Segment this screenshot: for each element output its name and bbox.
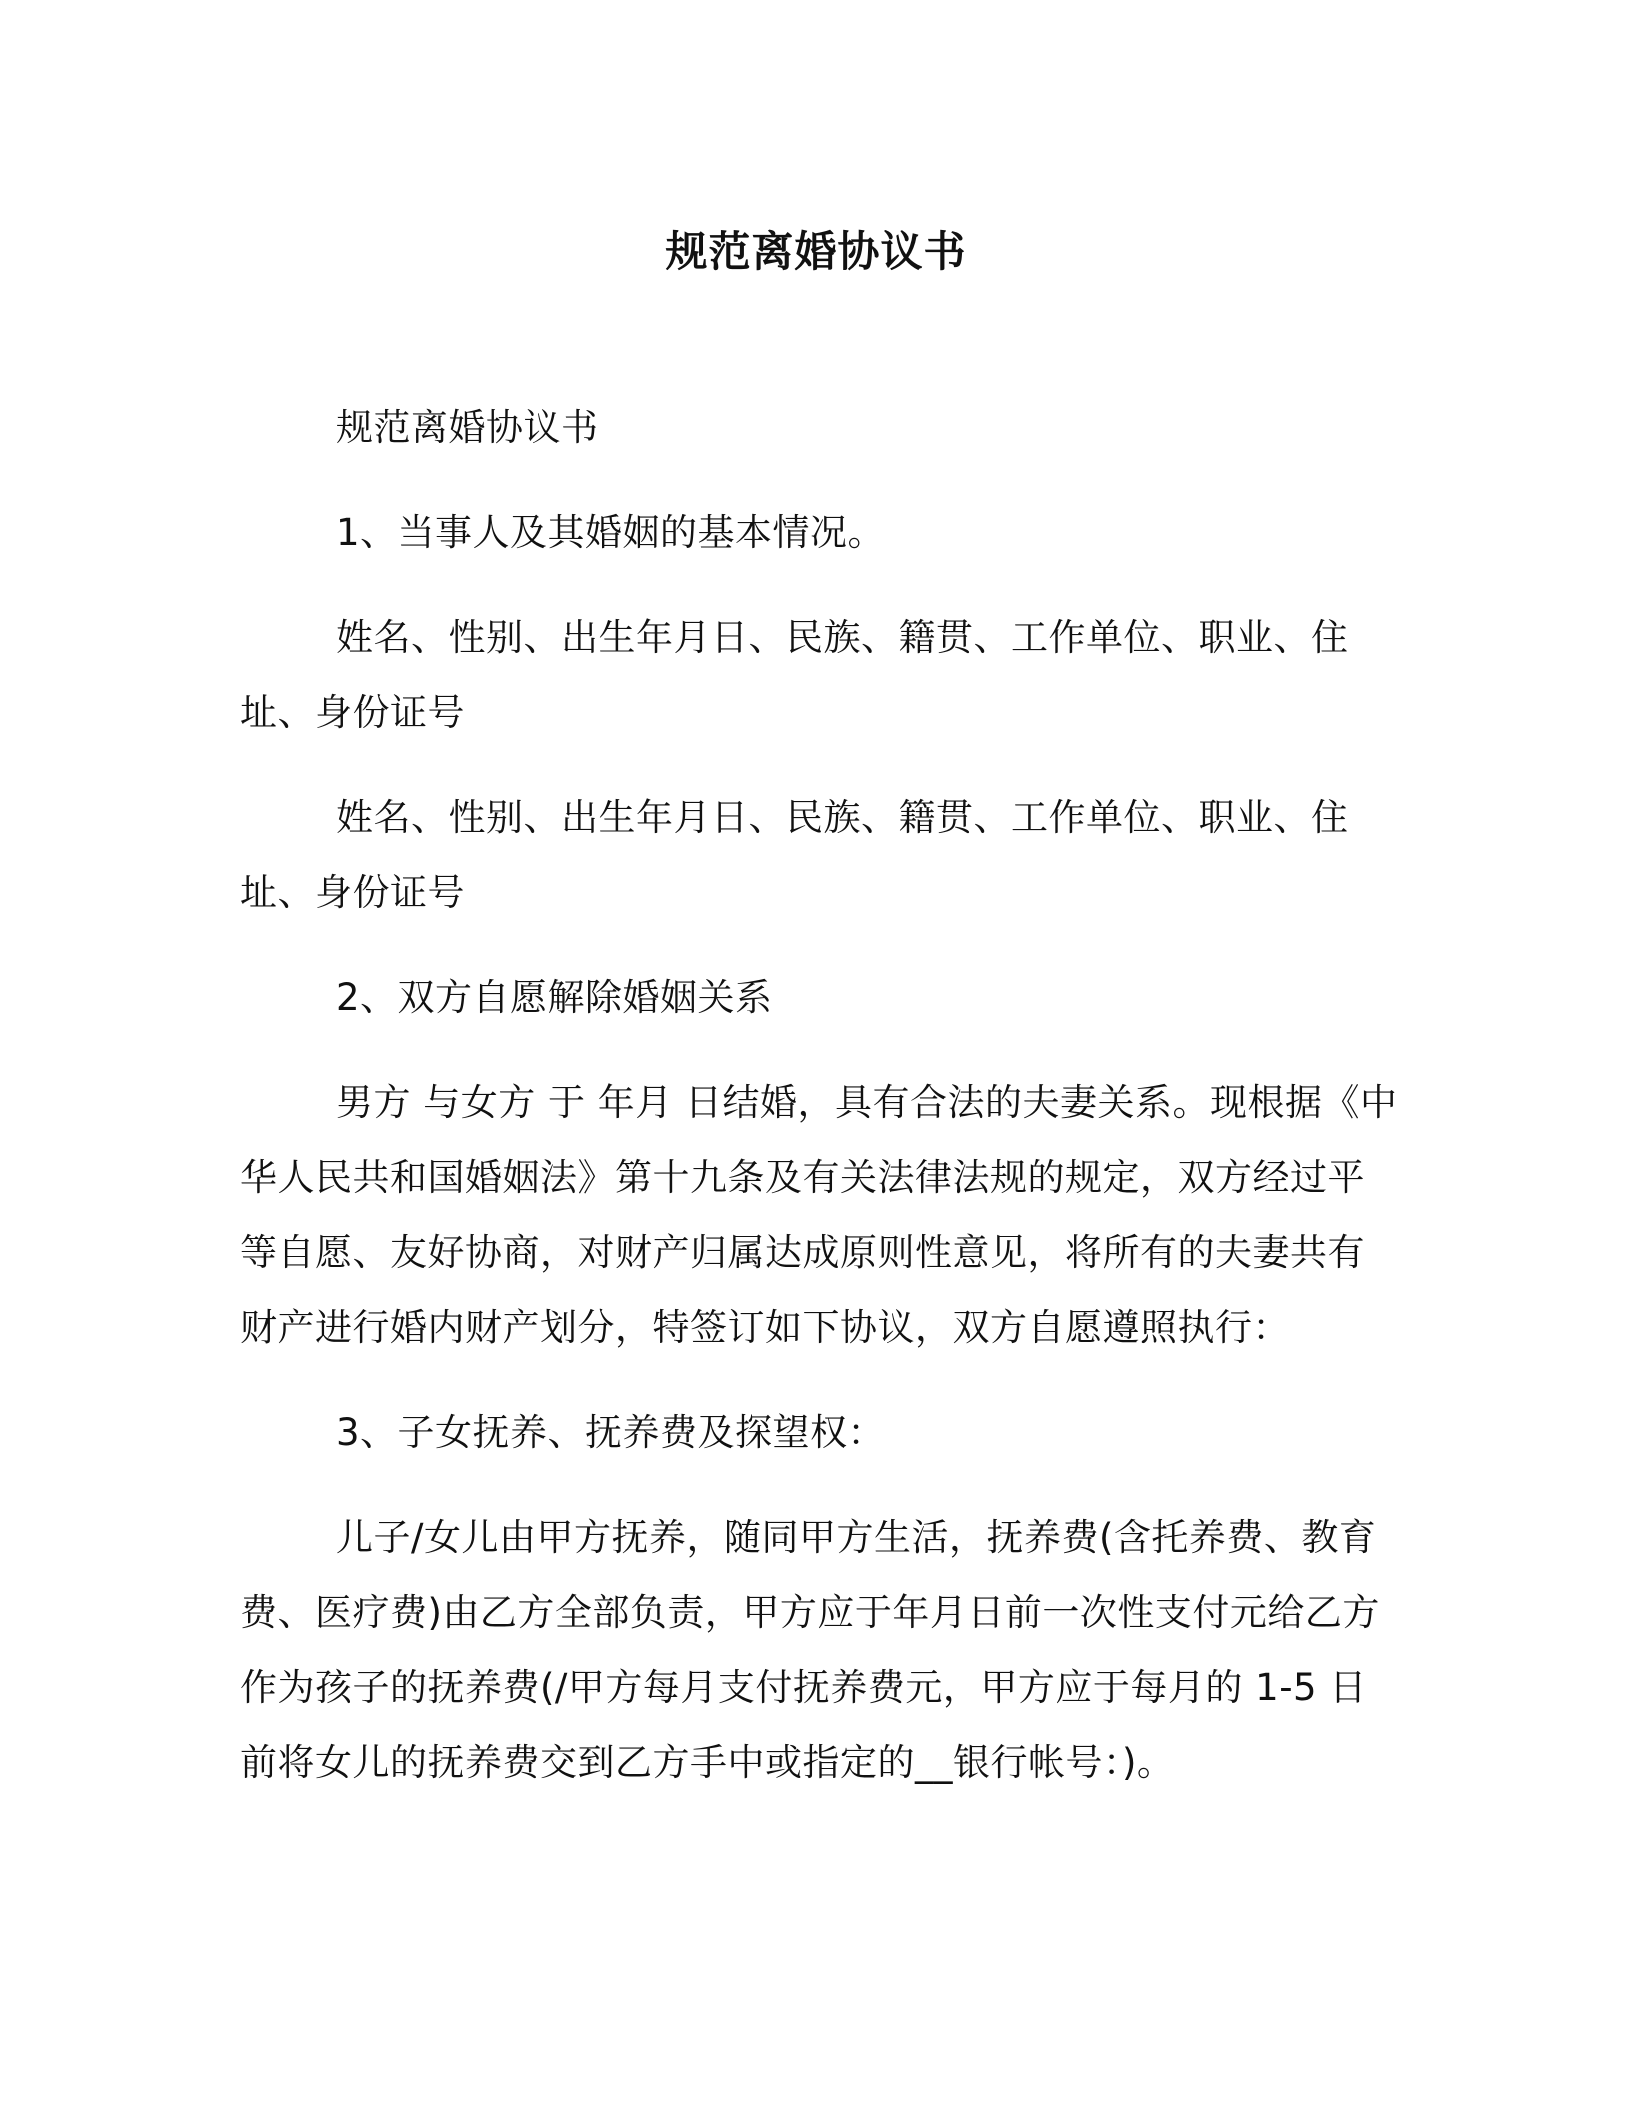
marriage-dissolution-paragraph: 男方 与女方 于 年月 日结婚，具有合法的夫妻关系。现根据《中华人民共和国婚姻法》第十九条及有关法律法规的规定，双方经过平等自愿、友好协商，对财产归属达成原则性意见，将所有的夫妻共有财产进行婚内财产划分，特签订如下协议，双方自愿遵照执行： — [240, 1081, 1398, 1349]
section-3-heading: 3、子女抚养、抚养费及探望权： — [336, 1411, 886, 1454]
document-title: 规范离婚协议书 — [665, 227, 967, 276]
heading-paragraph: 规范离婚协议书 — [336, 406, 599, 449]
party-b-info: 姓名、性别、出生年月日、民族、籍贯、工作单位、职业、住址、身份证号 — [240, 796, 1349, 914]
document-body — [240, 390, 1400, 1830]
section-1-heading: 1、当事人及其婚姻的基本情况。 — [336, 511, 886, 554]
child-support-paragraph: 儿子/女儿由甲方抚养，随同甲方生活，抚养费(含托养费、教育费、医疗费)由乙方全部负责，甲方应于年月日前一次性支付元给乙方作为孩子的抚养费(/甲方每月支付抚养费元，甲方应于每月的 1-5 日前将女儿的抚养费交到乙方手中或指定的__银行帐号：)。 — [240, 1516, 1380, 1784]
party-a-info: 姓名、性别、出生年月日、民族、籍贯、工作单位、职业、住址、身份证号 — [240, 616, 1349, 734]
section-2-heading: 2、双方自愿解除婚姻关系 — [336, 976, 773, 1019]
